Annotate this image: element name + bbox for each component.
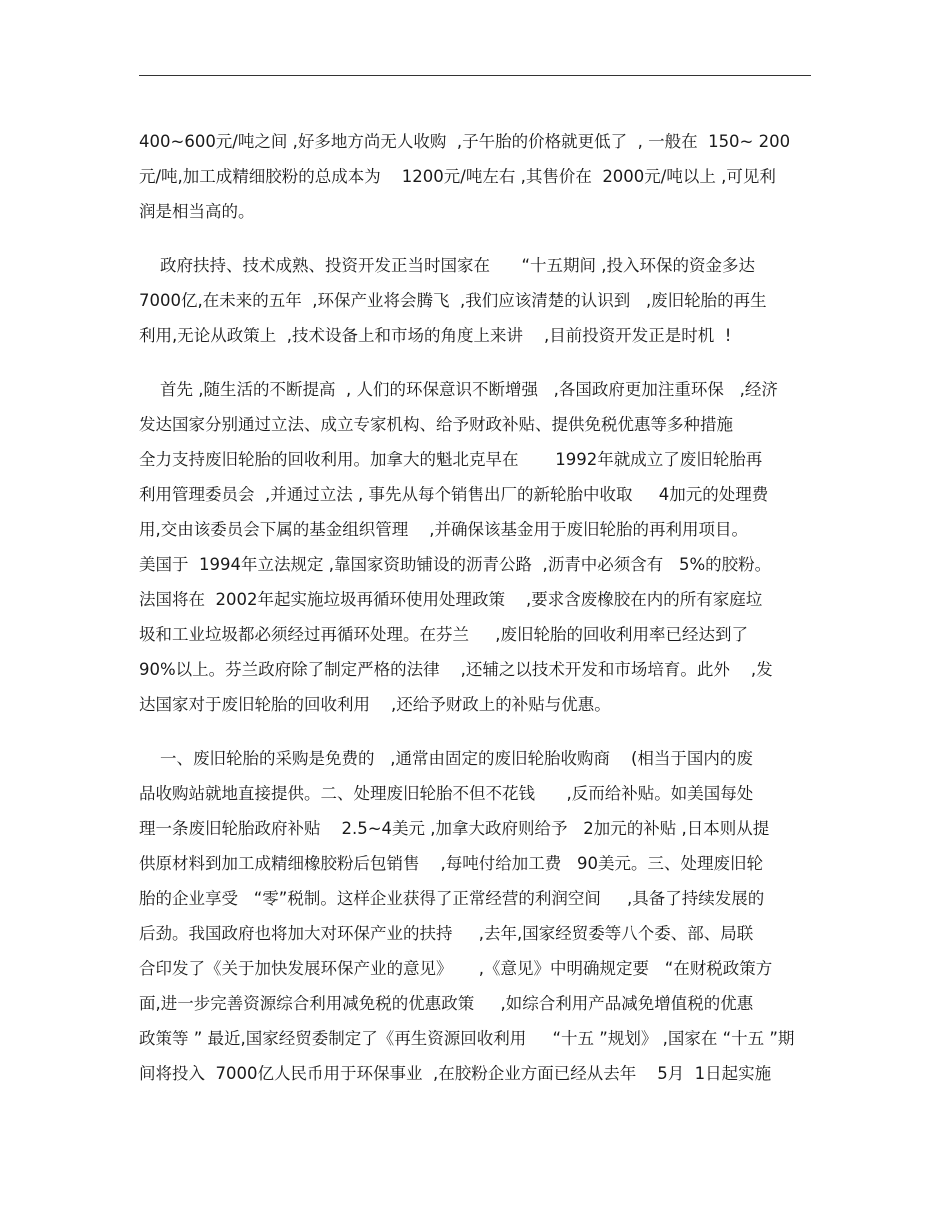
text-line: 间将投入 7000亿人民币用于环保事业 ,在胶粉企业方面已经从去年 5月 1日起实施 xyxy=(139,1064,772,1083)
text-line: 美国于 1994年立法规定 ,靠国家资助铺设的沥青公路 ,沥青中必须含有 5%的胶粉。 xyxy=(139,555,772,574)
text-line: 政府扶持、技术成熟、投资开发正当时国家在 “十五期间 ,投入环保的资金多达 xyxy=(139,256,755,275)
paragraph xyxy=(139,741,819,1091)
paragraph xyxy=(139,248,819,353)
paragraph xyxy=(139,372,819,722)
text-line: 法国将在 2002年起实施垃圾再循环使用处理政策 ,要求含废橡胶在内的所有家庭垃 xyxy=(139,590,763,609)
text-line: 面,进一步完善资源综合利用减免税的优惠政策 ,如综合利用产品减免增值税的优惠 xyxy=(139,994,754,1013)
text-line: 胎的企业享受 “零”税制。这样企业获得了正常经营的利润空间 ,具备了持续发展的 xyxy=(139,889,765,908)
text-line: 7000亿,在未来的五年 ,环保产业将会腾飞 ,我们应该清楚的认识到 ,废旧轮胎的再生 xyxy=(139,291,767,310)
text-line: 圾和工业垃圾都必须经过再循环处理。在芬兰 ,废旧轮胎的回收利用率已经达到了 xyxy=(139,625,748,644)
text-line: 合印发了《关于加快发展环保产业的意见》 ,《意见》中明确规定要 “在财税政策方 xyxy=(139,959,773,978)
text-line: 元/吨,加工成精细胶粉的总成本为 1200元/吨左右 ,其售价在 2000元/吨以上 ,可见利 xyxy=(139,167,776,186)
text-line: 达国家对于废旧轮胎的回收利用 ,还给予财政上的补贴与优惠。 xyxy=(139,695,611,714)
text-line: 首先 ,随生活的不断提高 , 人们的环保意识不断增强 ,各国政府更加注重环保 ,经济 xyxy=(139,380,778,399)
text-line: 发达国家分别通过立法、成立专家机构、给予财政补贴、提供免税优惠等多种措施 xyxy=(139,415,733,434)
text-line: 理一条废旧轮胎政府补贴 2.5~4美元 ,加拿大政府则给予 2加元的补贴 ,日本则从提 xyxy=(139,819,770,838)
text-line: 供原材料到加工成精细橡胶粉后包销售 ,每吨付给加工费 90美元。三、处理废旧轮 xyxy=(139,854,763,873)
header-rule xyxy=(139,75,811,76)
text-line: 用,交由该委员会下属的基金组织管理 ,并确保该基金用于废旧轮胎的再利用项目。 xyxy=(139,520,748,539)
text-line: 润是相当高的。 xyxy=(139,202,255,221)
text-line: 90%以上。芬兰政府除了制定严格的法律 ,还辅之以技术开发和市场培育。此外 ,发 xyxy=(139,660,773,679)
text-line: 全力支持废旧轮胎的回收利用。加拿大的魁北克早在 1992年就成立了废旧轮胎再 xyxy=(139,450,763,469)
text-line: 利用管理委员会 ,并通过立法 , 事先从每个销售出厂的新轮胎中收取 4加元的处理费 xyxy=(139,485,769,504)
body-text xyxy=(139,124,819,1110)
text-line: 400~600元/吨之间 ,好多地方尚无人收购 ,子午胎的价格就更低了 , 一般在 150~ 200 xyxy=(139,132,791,151)
text-line: 一、废旧轮胎的采购是免费的 ,通常由固定的废旧轮胎收购商 (相当于国内的废 xyxy=(139,749,753,768)
paragraph xyxy=(139,124,819,229)
text-line: 利用,无论从政策上 ,技术设备上和市场的角度上来讲 ,目前投资开发正是时机 ! xyxy=(139,326,732,345)
text-line: 后劲。我国政府也将加大对环保产业的扶持 ,去年,国家经贸委等八个委、部、局联 xyxy=(139,924,754,943)
text-line: 品收购站就地直接提供。二、处理废旧轮胎不但不花钱 ,反而给补贴。如美国每处 xyxy=(139,784,754,803)
text-line: 政策等 ” 最近,国家经贸委制定了《再生资源回收利用 “十五 ”规划》 ,国家在 “十五 ”期 xyxy=(139,1029,795,1048)
